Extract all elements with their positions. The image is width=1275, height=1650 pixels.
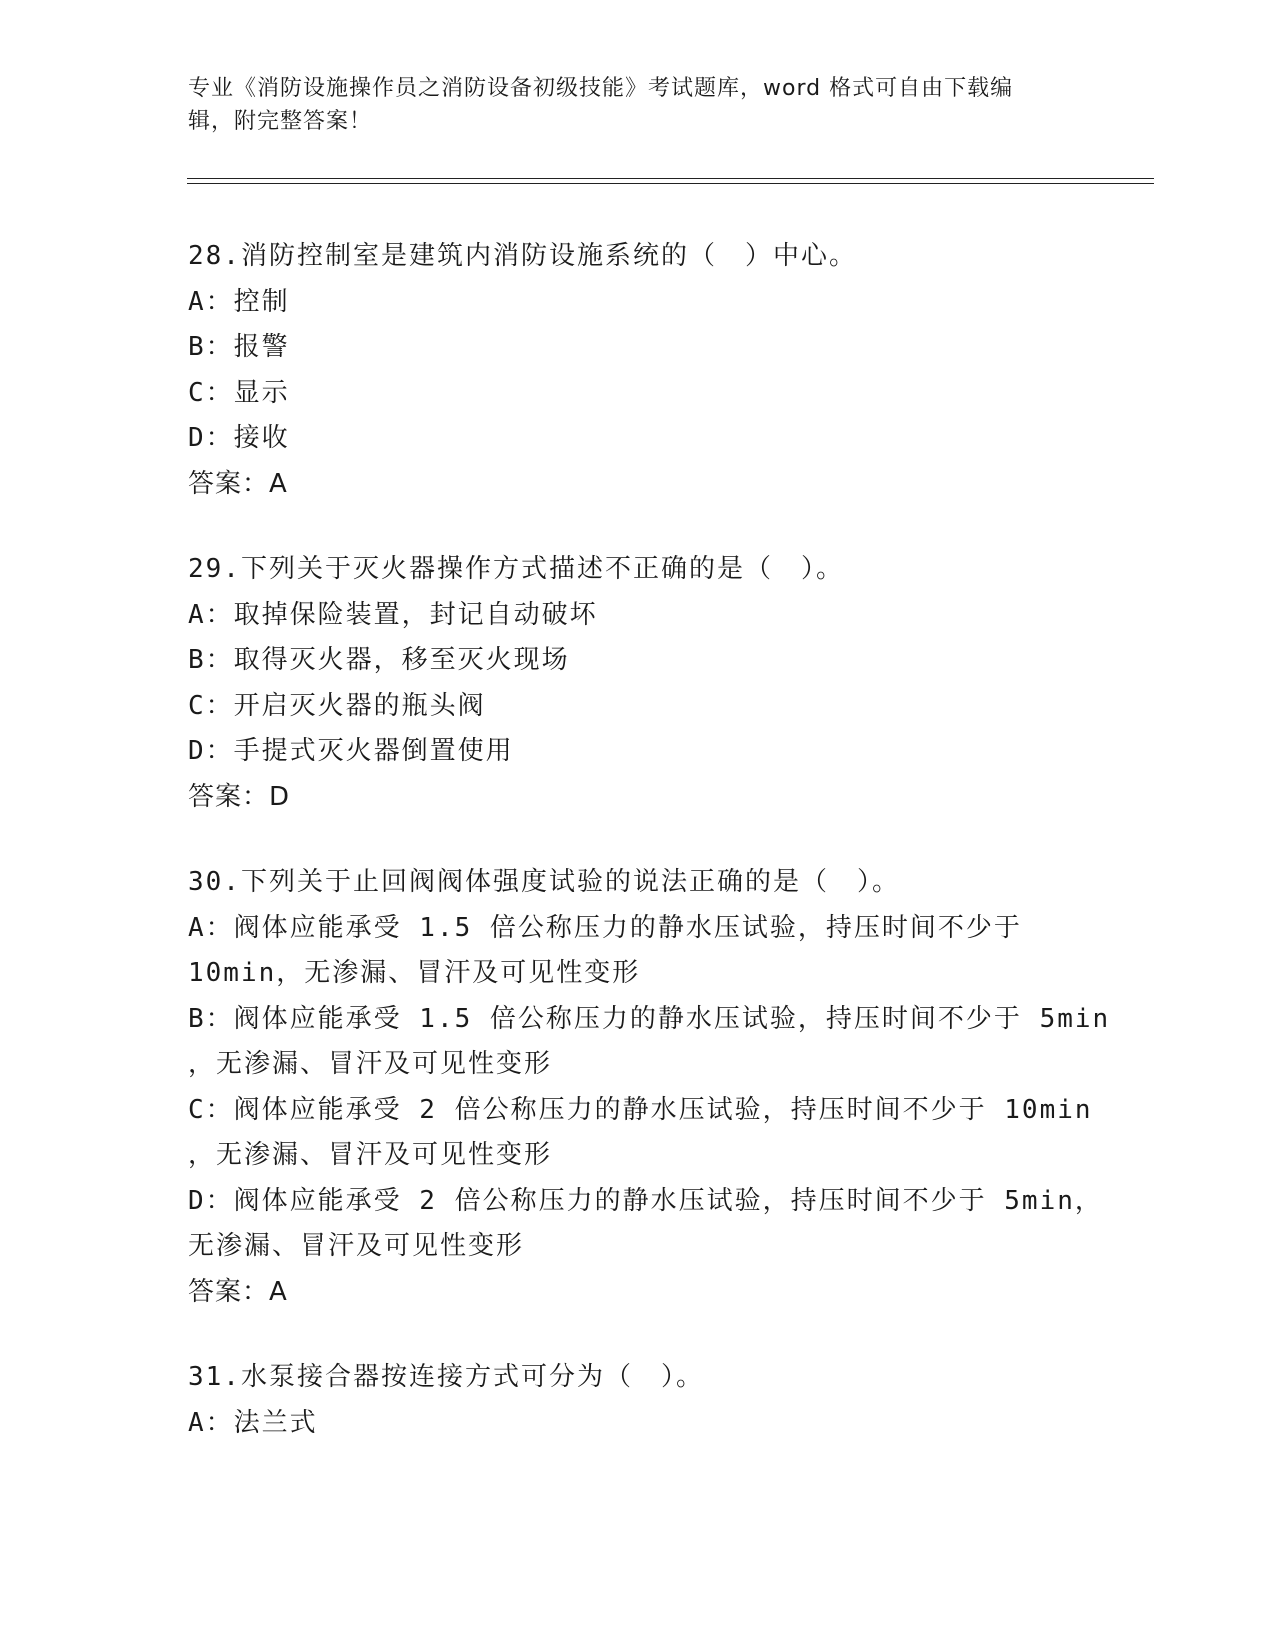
question-stem: 28.消防控制室是建筑内消防设施系统的（ ）中心。: [188, 241, 857, 271]
option-b-line-1: B：阀体应能承受 1.5 倍公称压力的静水压试验，持压时间不少于 5min: [188, 1003, 1111, 1034]
option-a: A：控制: [188, 286, 290, 317]
question-30: [188, 860, 1111, 1315]
option-c-line-2: ，无渗漏、冒汗及可见性变形: [188, 1140, 553, 1170]
header-line-1: 专业《消防设施操作员之消防设备初级技能》考试题库，word 格式可自由下载编: [188, 76, 1014, 101]
option-a-line-1: A：阀体应能承受 1.5 倍公称压力的静水压试验，持压时间不少于: [188, 912, 1022, 943]
option-d: D：接收: [188, 423, 290, 453]
option-b: B：报警: [188, 332, 290, 362]
option-c: C：显示: [188, 377, 290, 408]
question-31: [188, 1355, 1108, 1446]
question-stem: 30.下列关于止回阀阀体强度试验的说法正确的是（ ）。: [188, 867, 900, 897]
answer-label: 答案：A: [188, 1276, 288, 1307]
option-d: D：手提式灭火器倒置使用: [188, 736, 514, 766]
question-list: [188, 234, 1111, 1486]
question-28: [188, 234, 1108, 507]
document-header: [188, 72, 1078, 138]
header-divider-top: [187, 178, 1154, 179]
header-line-2: 辑，附完整答案！: [188, 109, 373, 134]
answer-label: 答案：A: [188, 468, 288, 499]
option-d-line-1: D：阀体应能承受 2 倍公称压力的静水压试验，持压时间不少于 5min，: [188, 1185, 1103, 1216]
question-stem: 29.下列关于灭火器操作方式描述不正确的是（ ）。: [188, 554, 844, 584]
option-b-line-2: ，无渗漏、冒汗及可见性变形: [188, 1049, 553, 1079]
option-c: C：开启灭火器的瓶头阀: [188, 690, 486, 721]
answer-label: 答案：D: [188, 781, 291, 812]
option-b: B：取得灭火器，移至灭火现场: [188, 645, 570, 675]
option-c-line-1: C：阀体应能承受 2 倍公称压力的静水压试验，持压时间不少于 10min: [188, 1094, 1093, 1125]
header-divider-bottom: [187, 183, 1154, 184]
option-a: A：取掉保险装置，封记自动破坏: [188, 599, 598, 630]
question-stem: 31.水泵接合器按连接方式可分为（ ）。: [188, 1362, 704, 1392]
option-a: A：法兰式: [188, 1407, 318, 1438]
option-d-line-2: 无渗漏、冒汗及可见性变形: [188, 1231, 525, 1261]
question-29: [188, 547, 1108, 820]
option-a-line-2: 10min，无渗漏、冒汗及可见性变形: [188, 958, 641, 988]
